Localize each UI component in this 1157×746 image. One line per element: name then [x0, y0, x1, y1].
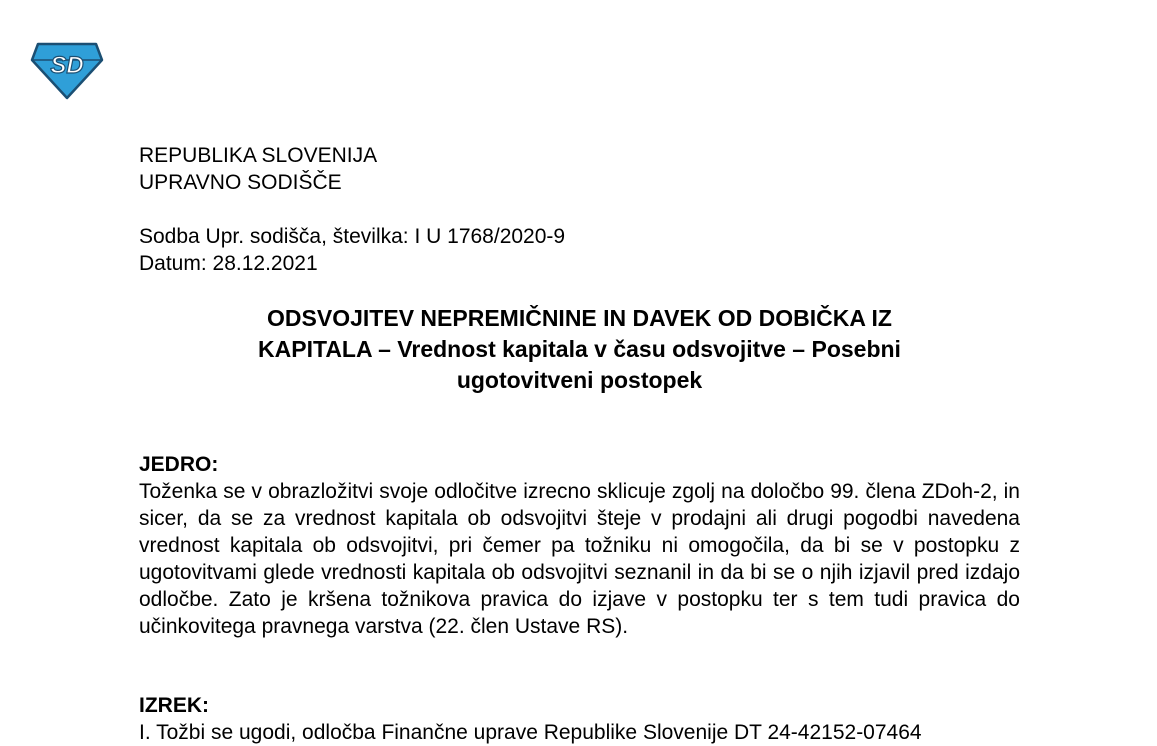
jedro-heading: JEDRO: — [139, 453, 219, 476]
court-logo — [30, 40, 104, 100]
title-line: KAPITALA – Vrednost kapitala v času odsvojitve – Posebni — [258, 336, 901, 362]
document-title — [139, 303, 1020, 396]
case-info — [139, 223, 1020, 277]
case-number: Sodba Upr. sodišča, številka: I U 1768/2020-9 — [139, 225, 566, 248]
jedro-text: Toženka se v obrazložitvi svoje odločitve izrecno sklicuje zgolj na določbo 99. člena ZDoh-2, in sicer, da se za vrednost kapitala ob odsvojitvi šteje v prodajni ali drugi pogodbi navedena vrednost kapitala ob odsvojitvi, pri čemer pa tožniku ni omogočila, da bi se v postopku z ugotovitvami glede vrednosti kapitala ob odsvojitvi seznanil in da bi se o njih izjavil pred izdajo odločbe. Zato je kršena tožnikova pravica do izjave v postopku ter s tem tudi pravica do učinkovitega pravnega varstva (22. člen Ustave RS). — [139, 480, 1020, 638]
izrek-section — [139, 692, 1020, 746]
title-line: ODSVOJITEV NEPREMIČNINE IN DAVEK OD DOBIČKA IZ — [267, 305, 892, 331]
court-header — [139, 142, 1020, 196]
case-date: Datum: 28.12.2021 — [139, 252, 318, 275]
country-name: REPUBLIKA SLOVENIJA — [139, 144, 378, 167]
izrek-heading: IZREK: — [139, 694, 209, 717]
title-line: ugotovitveni postopek — [456, 367, 703, 393]
court-name: UPRAVNO SODIŠČE — [139, 171, 342, 194]
izrek-text: I. Tožbi se ugodi, odločba Finančne uprave Republike Slovenije DT 24-42152-07464 — [139, 721, 922, 744]
logo-letters: SD — [50, 52, 84, 79]
jedro-section — [139, 451, 1020, 640]
